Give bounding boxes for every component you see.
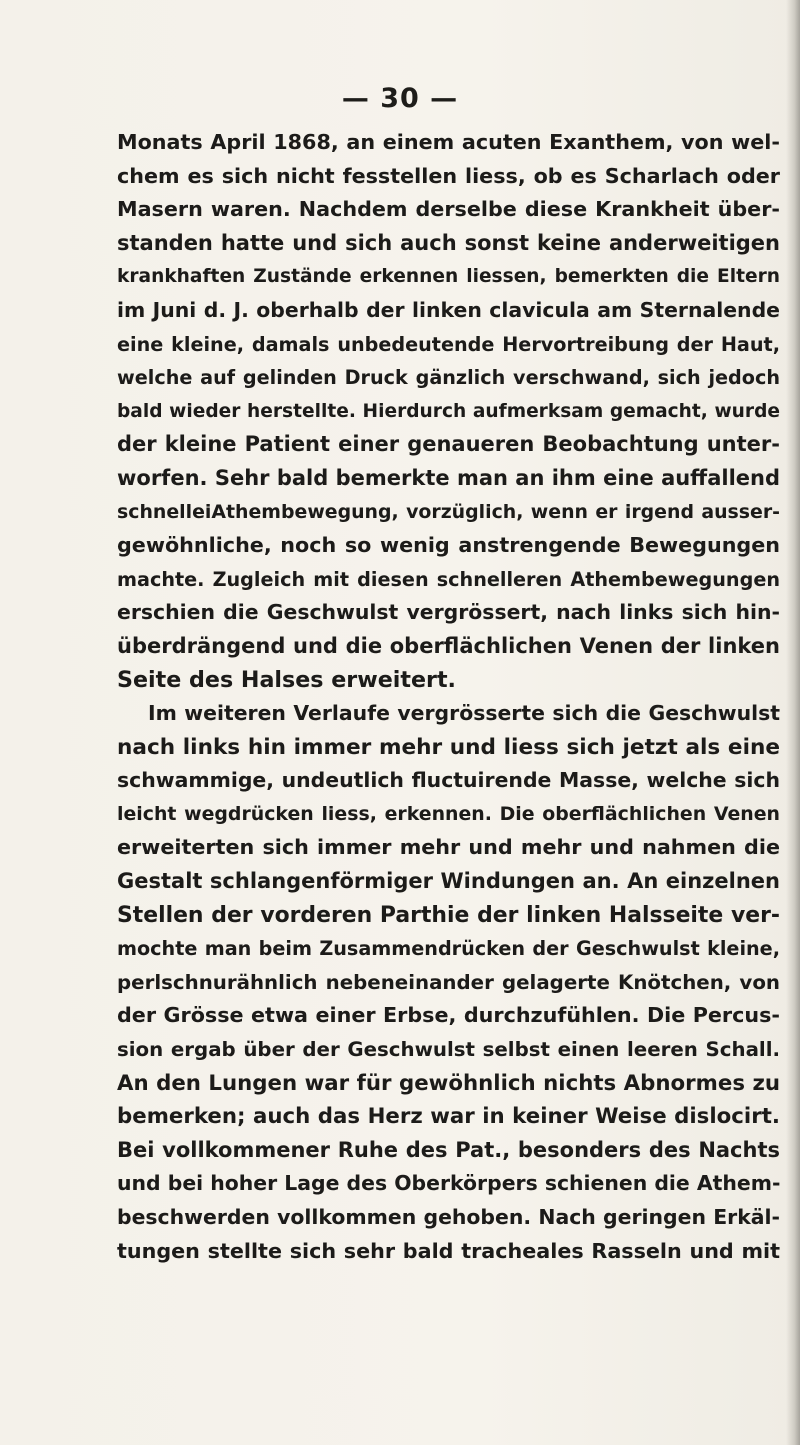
text-line: im Juni d. J. oberhalb der linken clavicula am Sternalende bbox=[117, 297, 780, 322]
text-line: eine kleine, damals unbedeutende Hervortreibung der Haut, bbox=[117, 332, 780, 356]
text-line: der kleine Patient einer genaueren Beobachtung unter- bbox=[117, 432, 780, 457]
text-line: Stellen der vorderen Parthie der linken Halsseite ver- bbox=[117, 902, 780, 928]
text-line: krankhaften Zustände erkennen liessen, bemerkten die Eltern bbox=[117, 266, 780, 288]
text-line: worfen. Sehr bald bemerkte man an ihm eine auffallend bbox=[117, 465, 780, 490]
text-line: schwammige, undeutlich fluctuirende Masse, welche sich bbox=[117, 768, 780, 793]
text-line: leicht wegdrücken liess, erkennen. Die oberflächlichen Venen bbox=[117, 802, 780, 825]
text-line: erweiterten sich immer mehr und mehr und nahmen die bbox=[117, 835, 780, 860]
text-line: Im weiteren Verlaufe vergrösserte sich die Geschwulst bbox=[148, 701, 780, 726]
text-line: der Grösse etwa einer Erbse, durchzufühlen. Die Percus- bbox=[117, 1003, 780, 1028]
text-line: sion ergab über der Geschwulst selbst einen leeren Schall. bbox=[117, 1038, 780, 1062]
text-line: überdrängend und die oberflächlichen Venen der linken bbox=[117, 633, 780, 658]
page-edge-shadow bbox=[786, 0, 800, 1445]
text-line: tungen stellte sich sehr bald tracheales Rasseln und mit bbox=[117, 1238, 780, 1263]
text-line: An den Lungen war für gewöhnlich nichts Abnormes zu bbox=[117, 1070, 780, 1096]
text-line: Seite des Halses erweitert. bbox=[117, 666, 456, 693]
text-line: bald wieder herstellte. Hierdurch aufmerksam gemacht, wurde bbox=[117, 400, 780, 422]
page-number: — 30 — bbox=[341, 83, 459, 114]
text-line: Monats April 1868, an einem acuten Exanthem, von wel- bbox=[117, 130, 780, 154]
text-line: erschien die Geschwulst vergrössert, nach links sich hin- bbox=[117, 600, 780, 625]
text-line: machte. Zugleich mit diesen schnelleren Athembewegungen bbox=[117, 567, 780, 591]
text-line: standen hatte und sich auch sonst keine anderweitigen bbox=[117, 230, 780, 255]
text-line: gewöhnliche, noch so wenig anstrengende Bewegungen bbox=[117, 533, 780, 558]
text-line: Masern waren. Nachdem derselbe diese Krankheit über- bbox=[117, 197, 780, 222]
text-line: perlschnurähnlich nebeneinander gelagerte Knötchen, von bbox=[117, 970, 780, 994]
text-line: welche auf gelinden Druck gänzlich verschwand, sich jedoch bbox=[117, 366, 780, 390]
text-line: chem es sich nicht fesstellen liess, ob es Scharlach oder bbox=[117, 163, 780, 188]
text-line: bemerken; auch das Herz war in keiner Weise dislocirt. bbox=[117, 1104, 780, 1130]
text-line: und bei hoher Lage des Oberkörpers schienen die Athem- bbox=[117, 1171, 781, 1196]
text-line: Gestalt schlangenförmiger Windungen an. An einzelnen bbox=[117, 869, 780, 894]
text-line: nach links hin immer mehr und liess sich jetzt als eine bbox=[117, 734, 780, 760]
text-line: Bei vollkommener Ruhe des Pat., besonders des Nachts bbox=[117, 1137, 780, 1162]
text-line: schnelleiAthembewegung, vorzüglich, wenn er irgend ausser- bbox=[117, 500, 780, 523]
text-line: beschwerden vollkommen gehoben. Nach geringen Erkäl- bbox=[117, 1205, 780, 1229]
text-line: mochte man beim Zusammendrücken der Geschwulst kleine, bbox=[117, 937, 780, 961]
body-text bbox=[117, 126, 780, 1268]
